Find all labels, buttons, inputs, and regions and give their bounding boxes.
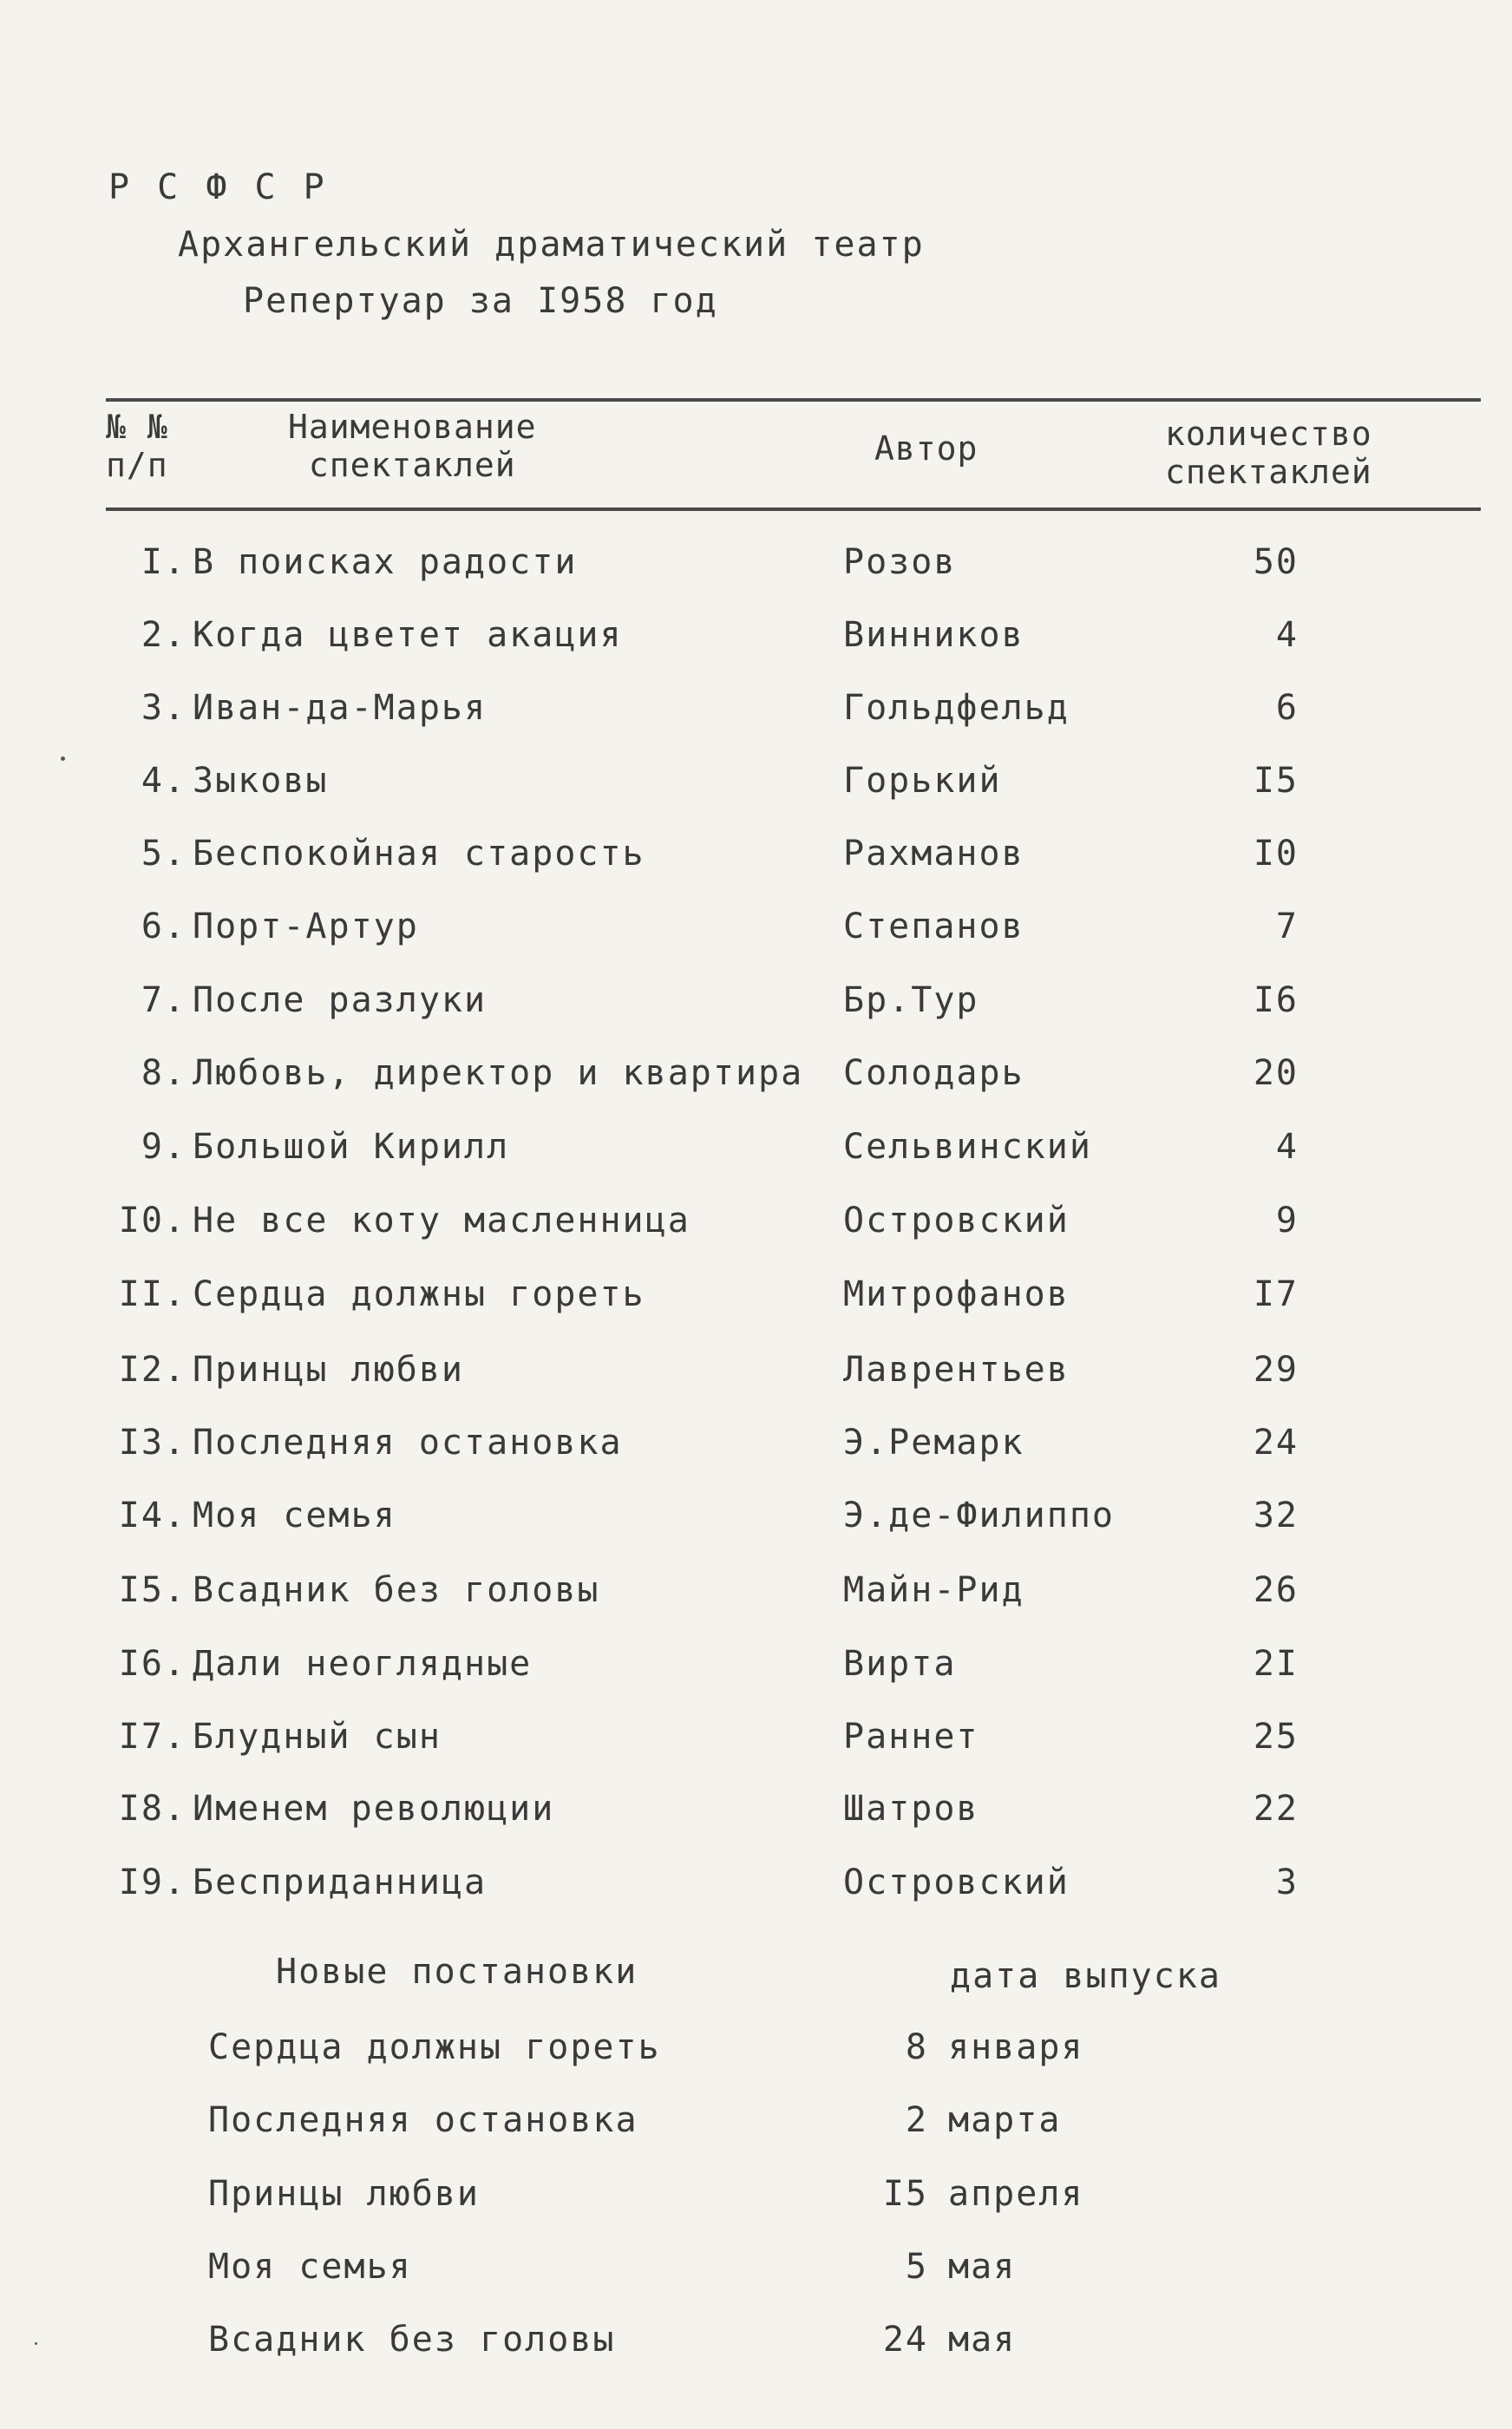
row-author: Шатров	[843, 1789, 979, 1829]
row-count: 25	[1253, 1717, 1299, 1757]
row-count: 20	[1253, 1053, 1299, 1093]
new-production-title: Последняя остановка	[208, 2100, 638, 2140]
col-title-header	[288, 408, 537, 484]
row-count: I0	[1253, 834, 1299, 874]
row-author: Солодарь	[843, 1053, 1024, 1093]
row-title: Сердца должны гореть	[193, 1274, 645, 1314]
row-author: Раннет	[843, 1717, 979, 1757]
col-number-header	[106, 408, 168, 484]
new-production-title: Сердца должны гореть	[208, 2027, 661, 2067]
row-title: Моя семья	[193, 1496, 396, 1535]
row-author: Островский	[843, 1201, 1070, 1241]
row-number: I2.	[118, 1350, 187, 1390]
table-header-rule	[106, 507, 1481, 511]
paper-speck	[35, 2342, 37, 2345]
row-author: Горький	[843, 761, 1002, 801]
row-number: 4.	[141, 761, 187, 801]
row-number: 7.	[141, 980, 187, 1020]
row-count: 32	[1253, 1496, 1299, 1535]
row-number: I4.	[118, 1496, 187, 1535]
row-number: I.	[141, 542, 187, 582]
row-number: I9.	[118, 1863, 187, 1902]
row-title: Любовь, директор и квартира	[193, 1053, 804, 1093]
col-count-line2: спектаклей	[1165, 453, 1372, 491]
paper-speck	[61, 756, 65, 761]
row-author: Винников	[843, 615, 1024, 655]
new-production-title: Всадник без головы	[208, 2320, 616, 2360]
row-author: Э.де-Филиппо	[843, 1496, 1115, 1535]
table-top-rule	[106, 398, 1481, 402]
row-number: I6.	[118, 1644, 187, 1684]
release-day: 8	[905, 2027, 928, 2067]
col-title-line1: Наименование	[288, 408, 537, 446]
header-theatre: Архангельский драматический театр	[178, 225, 925, 265]
row-author: Степанов	[843, 907, 1024, 946]
header-subtitle: Репертуар за I958 год	[243, 281, 718, 321]
row-count: 6	[1275, 688, 1299, 728]
release-day: 2	[905, 2100, 928, 2140]
row-count: 50	[1253, 542, 1299, 582]
row-number: I7.	[118, 1717, 187, 1757]
row-author: Розов	[843, 542, 957, 582]
row-number: I3.	[118, 1423, 187, 1463]
col-count-line1: количество	[1165, 415, 1372, 453]
row-number: 6.	[141, 907, 187, 946]
row-count: I7	[1253, 1274, 1299, 1314]
row-title: Порт-Артур	[193, 907, 419, 946]
row-count: 3	[1275, 1863, 1299, 1902]
row-count: 2I	[1253, 1644, 1299, 1684]
row-title: Бесприданница	[193, 1863, 488, 1902]
row-title: Зыковы	[193, 761, 329, 801]
row-count: 24	[1253, 1423, 1299, 1463]
row-number: 2.	[141, 615, 187, 655]
col-author-header: Автор	[874, 429, 979, 468]
row-title: Дали неоглядные	[193, 1644, 533, 1684]
row-number: 9.	[141, 1127, 187, 1167]
row-author: Островский	[843, 1863, 1070, 1902]
release-month: мая	[948, 2247, 1017, 2287]
row-author: Лаврентьев	[843, 1350, 1070, 1390]
row-author: Рахманов	[843, 834, 1024, 874]
row-number: II.	[118, 1274, 187, 1314]
row-title: Принцы любви	[193, 1350, 464, 1390]
row-number: I8.	[118, 1789, 187, 1829]
new-productions-heading: Новые постановки	[276, 1952, 638, 1992]
row-count: 22	[1253, 1789, 1299, 1829]
release-month: апреля	[948, 2174, 1084, 2214]
row-author: Сельвинский	[843, 1127, 1092, 1167]
row-title: Иван-да-Марья	[193, 688, 488, 728]
release-month: января	[948, 2027, 1084, 2067]
row-number: I5.	[118, 1570, 187, 1610]
release-day: I5	[882, 2174, 928, 2214]
col-count-header	[1165, 415, 1372, 491]
row-title: Большой Кирилл	[193, 1127, 510, 1167]
row-number: 8.	[141, 1053, 187, 1093]
release-day: 5	[905, 2247, 928, 2287]
row-number: 5.	[141, 834, 187, 874]
row-title: Когда цветет акация	[193, 615, 623, 655]
row-author: Э.Ремарк	[843, 1423, 1024, 1463]
row-author: Бр.Тур	[843, 980, 979, 1020]
row-count: I5	[1253, 761, 1299, 801]
new-production-title: Моя семья	[208, 2247, 412, 2287]
row-author: Майн-Рид	[843, 1570, 1024, 1610]
row-number: 3.	[141, 688, 187, 728]
row-count: 4	[1275, 1127, 1299, 1167]
header-republic: Р С Ф С Р	[108, 167, 328, 207]
row-title: Беспокойная старость	[193, 834, 645, 874]
row-count: I6	[1253, 980, 1299, 1020]
row-title: Последняя остановка	[193, 1423, 623, 1463]
col-number-line2: п/п	[106, 446, 168, 484]
row-title: Именем революции	[193, 1789, 555, 1829]
row-count: 29	[1253, 1350, 1299, 1390]
row-title: Не все коту масленница	[193, 1201, 691, 1241]
row-count: 4	[1275, 615, 1299, 655]
row-author: Вирта	[843, 1644, 957, 1684]
release-month: мая	[948, 2320, 1017, 2360]
new-production-title: Принцы любви	[208, 2174, 480, 2214]
row-title: Всадник без головы	[193, 1570, 600, 1610]
row-count: 26	[1253, 1570, 1299, 1610]
release-date-heading: дата выпуска	[950, 1956, 1221, 1996]
row-title: В поисках радости	[193, 542, 578, 582]
row-title: После разлуки	[193, 980, 488, 1020]
release-month: марта	[948, 2100, 1062, 2140]
row-count: 7	[1275, 907, 1299, 946]
row-number: I0.	[118, 1201, 187, 1241]
release-day: 24	[882, 2320, 928, 2360]
row-count: 9	[1275, 1201, 1299, 1241]
row-author: Гольдфельд	[843, 688, 1070, 728]
col-title-line2: спектаклей	[308, 446, 516, 484]
row-author: Митрофанов	[843, 1274, 1070, 1314]
col-number-line1: № №	[106, 408, 168, 446]
row-title: Блудный сын	[193, 1717, 442, 1757]
